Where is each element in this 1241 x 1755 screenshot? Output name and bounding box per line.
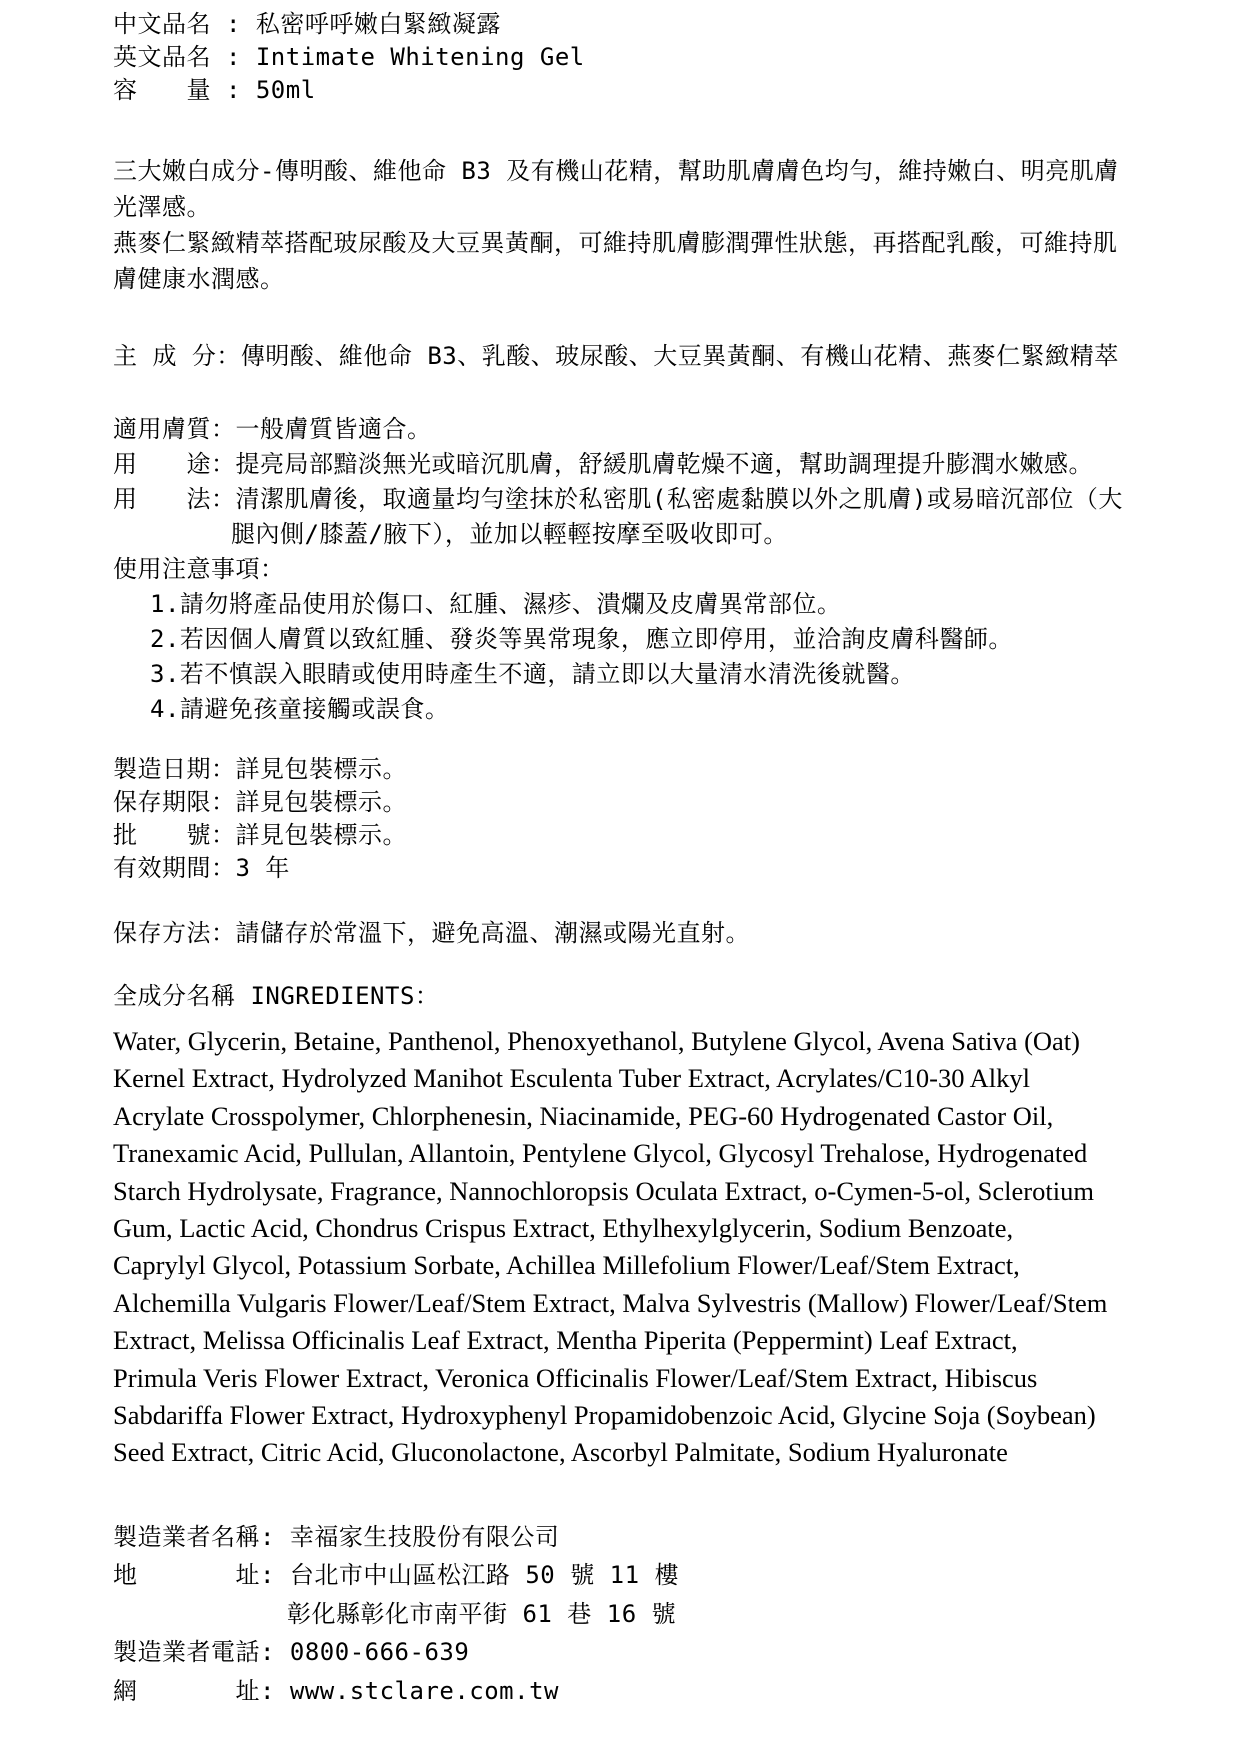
description-paragraph-firming: 燕麥仁緊緻精萃搭配玻尿酸及大豆異黃酮，可維持肌膚膨潤彈性狀態，再搭配乳酸，可維持肌膚健康水潤感。: [113, 229, 1118, 293]
precaution-item-1: 1.請勿將產品使用於傷口、紅腫、濕疹、潰爛及皮膚異常部位。: [150, 590, 842, 618]
method-line: 用 法：清潔肌膚後，取適量均勻塗抹於私密肌(私密處黏膜以外之肌膚)或易暗沉部位（大腿內側/膝蓋/腋下），並加以輕輕按摩至吸收即可。: [113, 485, 1123, 548]
manufacture-date-line: 製造日期：詳見包裝標示。: [113, 755, 407, 783]
manufacturer-website-line: 網 址: www.stclare.com.tw: [113, 1676, 559, 1705]
product-identity-section: [113, 8, 1135, 107]
purpose-line: 用 途：提亮局部黯淡無光或暗沉肌膚，舒緩肌膚乾燥不適，幫助調理提升膨潤水嫩感。: [113, 450, 1093, 478]
validity-period-line: 有效期間：3 年: [113, 854, 290, 882]
storage-section: [113, 917, 1135, 950]
full-ingredients-section: [113, 980, 1135, 1472]
manufacturer-name-line: 製造業者名稱: 幸福家生技股份有限公司: [113, 1522, 560, 1551]
storage-method-line: 保存方法：請儲存於常溫下，避免高溫、潮濕或陽光直射。: [113, 919, 750, 947]
ingredients-heading: 全成分名稱 INGREDIENTS：: [113, 982, 440, 1010]
precaution-item-3: 3.若不慎誤入眼睛或使用時產生不適，請立即以大量清水清洗後就醫。: [150, 660, 915, 688]
manufacturer-address-line-2: 彰化縣彰化市南平街 61 巷 16 號: [287, 1599, 677, 1628]
product-name-zh-line: 中文品名 : 私密呼呼嫩白緊緻凝露: [113, 10, 501, 38]
dates-section: [113, 753, 1135, 885]
precautions-heading: 使用注意事項：: [113, 555, 285, 583]
product-description-section: [113, 153, 1135, 297]
manufacturer-section: [113, 1518, 1135, 1711]
skin-type-line: 適用膚質：一般膚質皆適合。: [113, 415, 432, 443]
product-volume-line: 容 量 : 50ml: [113, 76, 316, 104]
main-ingredients-line: 主 成 分：傳明酸、維他命 B3、乳酸、玻尿酸、大豆異黃酮、有機山花精、燕麥仁緊緻精萃: [113, 342, 1119, 370]
manufacturer-address-line-1: 地 址: 台北市中山區松江路 50 號 11 樓: [113, 1561, 679, 1590]
usage-section: [113, 412, 1135, 727]
batch-number-line: 批 號：詳見包裝標示。: [113, 821, 407, 849]
shelf-life-line: 保存期限：詳見包裝標示。: [113, 788, 407, 816]
ingredients-list-text: Water, Glycerin, Betaine, Panthenol, Phenoxyethanol, Butylene Glycol, Avena Sativa (Oat) Kernel Extract, Hydrolyzed Manihot Esculenta Tuber Extract, Acrylates/C10-30 Alkyl Acrylate Crosspolymer, Chlorphenesin, Niacinamide, PEG-60 Hydrogenated Castor Oil, Tranexamic Acid, Pullulan, Allantoin, Pentylene Glycol, Glycosyl Trehalose, Hydrogenated Starch Hydrolysate, Fragrance, Nannochloropsis Oculata Extract, o-Cymen-5-ol, Sclerotium Gum, Lactic Acid, Chondrus Crispus Extract, Ethylhexylglycerin, Sodium Benzoate, Caprylyl Glycol, Potassium Sorbate, Achillea Millefolium Flower/Leaf/Stem Extract, Alchemilla Vulgaris Flower/Leaf/Stem Extract, Malva Sylvestris (Mallow) Flower/Leaf/Stem Extract, Melissa Officinalis Leaf Extract, Mentha Piperita (Peppermint) Leaf Extract, Primula Veris Flower Extract, Veronica Officinalis Flower/Leaf/Stem Extract, Hibiscus Sabdariffa Flower Extract, Hydroxyphenyl Propamidobenzoic Acid, Glycine Soja (Soybean) Seed Extract, Citric Acid, Gluconolactone, Ascorbyl Palmitate, Sodium Hyaluronate: [113, 1026, 1108, 1468]
description-paragraph-whitening: 三大嫩白成分-傳明酸、維他命 B3 及有機山花精，幫助肌膚膚色均勻，維持嫩白、明亮肌膚光澤感。: [113, 157, 1119, 221]
manufacturer-phone-line: 製造業者電話: 0800-666-639: [113, 1638, 470, 1667]
product-name-en-line: 英文品名 : Intimate Whitening Gel: [113, 43, 585, 71]
precaution-item-4: 4.請避免孩童接觸或誤食。: [150, 695, 450, 723]
main-ingredients-section: [113, 338, 1135, 374]
precaution-item-2: 2.若因個人膚質以致紅腫、發炎等異常現象，應立即停用，並洽詢皮膚科醫師。: [150, 625, 1013, 653]
